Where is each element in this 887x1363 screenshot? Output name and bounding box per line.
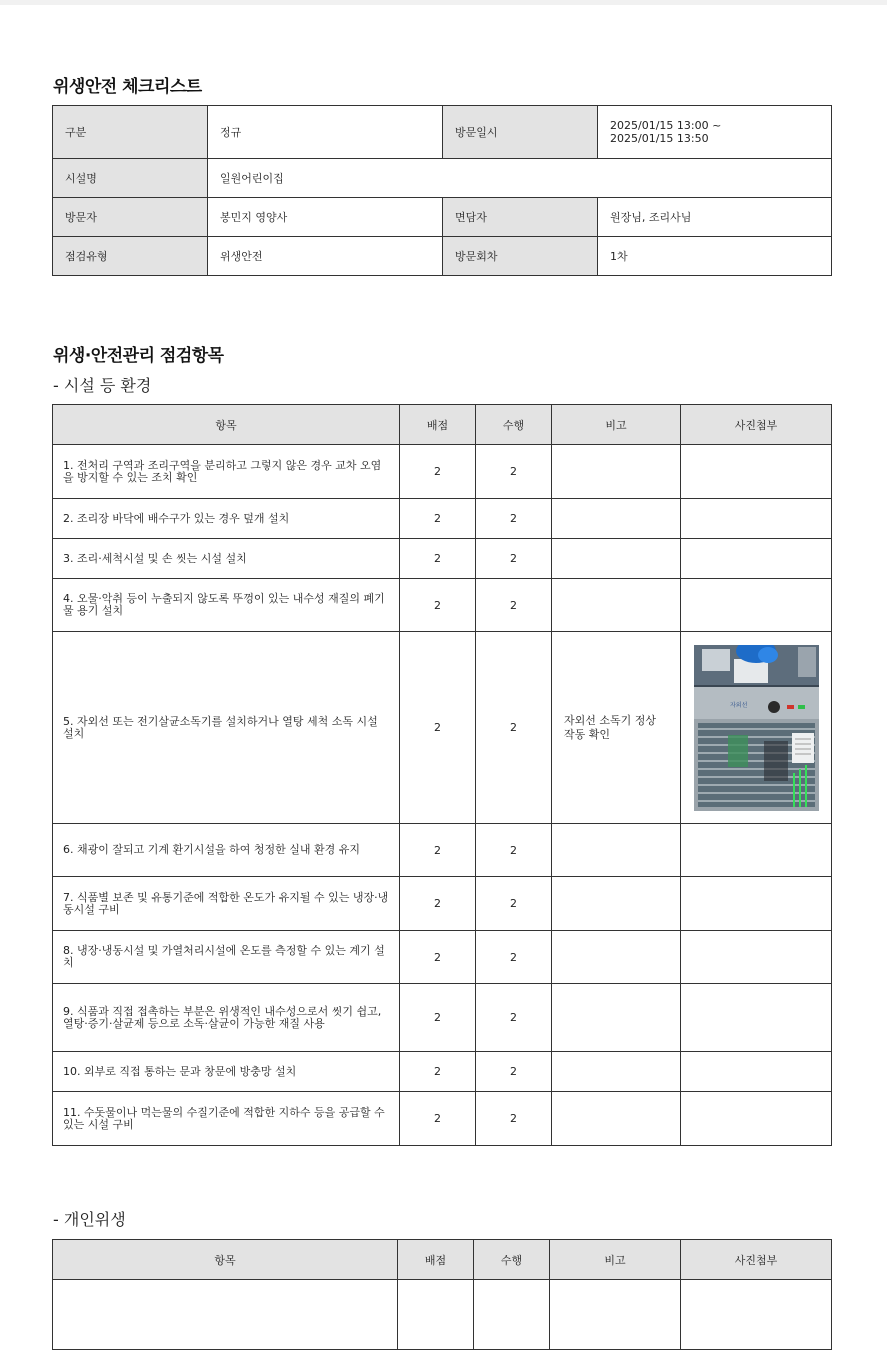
row-item: 4. 오물·악취 등이 누출되지 않도록 뚜껑이 있는 내수성 재질의 폐기물 용기 설치: [53, 579, 400, 632]
info-value-facility: 일원어린이집: [208, 159, 832, 198]
row-photo: [681, 499, 832, 539]
row-item: 8. 냉장·냉동시설 및 가열처리시설에 온도를 측정할 수 있는 계기 설치: [53, 931, 400, 984]
row-done: 2: [476, 539, 552, 579]
row-note: [552, 445, 681, 499]
info-label-visit-count: 방문회차: [443, 237, 598, 276]
personal-checklist-table: [52, 1239, 832, 1350]
row-note: [552, 824, 681, 877]
header-photo: 사진첨부: [681, 1240, 832, 1280]
top-bar: [0, 0, 887, 5]
personal-section-title: - 개인위생: [53, 1210, 126, 1229]
header-photo: 사진첨부: [681, 405, 832, 445]
row-score: 2: [400, 499, 476, 539]
row-photo: [681, 445, 832, 499]
info-table: [52, 105, 832, 276]
row-score: 2: [400, 877, 476, 931]
row-done: 2: [476, 499, 552, 539]
row-score: 2: [400, 1092, 476, 1146]
row-score: 2: [400, 445, 476, 499]
info-label-visit-datetime: 방문일시: [443, 106, 598, 159]
table-row: [53, 632, 832, 824]
table-row: [53, 984, 832, 1052]
facility-section-title: - 시설 등 환경: [53, 376, 152, 395]
facility-checklist-table: [52, 404, 832, 1146]
info-value-visitor: 봉민지 영양사: [208, 198, 443, 237]
row-photo: [681, 539, 832, 579]
row-done: 2: [476, 824, 552, 877]
row-item: 5. 자외선 또는 전기살균소독기를 설치하거나 열탕 세척 소독 시설 설치: [53, 632, 400, 824]
table-row: [53, 499, 832, 539]
table-row: [53, 824, 832, 877]
section-title: 위생·안전관리 점검항목: [53, 346, 224, 366]
row-done: 2: [476, 931, 552, 984]
table-row: [53, 1092, 832, 1146]
row-score: [398, 1280, 474, 1350]
row-note: 자외선 소독기 정상 작동 확인: [552, 632, 681, 824]
visit-start: 2025/01/15 13:00 ~: [610, 119, 722, 132]
table-row: [53, 1280, 832, 1350]
row-score: 2: [400, 579, 476, 632]
row-photo: [681, 632, 832, 824]
row-note: [550, 1280, 681, 1350]
row-done: [474, 1280, 550, 1350]
row-photo: [681, 1092, 832, 1146]
svg-text:자외선: 자외선: [729, 701, 747, 709]
info-value-visit-count: 1차: [598, 237, 832, 276]
row-note: [552, 931, 681, 984]
row-note: [552, 1092, 681, 1146]
row-note: [552, 579, 681, 632]
table-row: [53, 579, 832, 632]
row-note: [552, 1052, 681, 1092]
row-item: 6. 채광이 잘되고 기계 환기시설을 하여 청정한 실내 환경 유지: [53, 824, 400, 877]
info-label-category: 구분: [53, 106, 208, 159]
table-row: [53, 445, 832, 499]
row-done: 2: [476, 579, 552, 632]
info-value-visit-datetime: [598, 106, 832, 159]
header-item: 항목: [53, 405, 400, 445]
row-item: 9. 식품과 직접 접촉하는 부분은 위생적인 내수성으로서 씻기 쉽고, 열탕·증기·살균제 등으로 소독·살균이 가능한 재질 사용: [53, 984, 400, 1052]
row-score: 2: [400, 824, 476, 877]
info-label-interviewee: 면담자: [443, 198, 598, 237]
header-score: 배점: [400, 405, 476, 445]
info-label-facility: 시설명: [53, 159, 208, 198]
row-done: 2: [476, 877, 552, 931]
row-done: 2: [476, 1052, 552, 1092]
page-title: 위생안전 체크리스트: [53, 77, 202, 97]
info-label-inspection-type: 점검유형: [53, 237, 208, 276]
header-note: 비고: [552, 405, 681, 445]
row-done: 2: [476, 632, 552, 824]
row-done: 2: [476, 1092, 552, 1146]
row-photo: [681, 1052, 832, 1092]
row-item: 7. 식품별 보존 및 유통기준에 적합한 온도가 유지될 수 있는 냉장·냉동시설 구비: [53, 877, 400, 931]
table-row: [53, 931, 832, 984]
row-item: 11. 수돗물이나 먹는물의 수질기준에 적합한 지하수 등을 공급할 수 있는 시설 구비: [53, 1092, 400, 1146]
header-note: 비고: [550, 1240, 681, 1280]
header-item: 항목: [53, 1240, 398, 1280]
header-score: 배점: [398, 1240, 474, 1280]
table-row: [53, 539, 832, 579]
row-note: [552, 539, 681, 579]
row-done: 2: [476, 984, 552, 1052]
row-done: 2: [476, 445, 552, 499]
table-row: [53, 877, 832, 931]
row-item: 3. 조리·세척시설 및 손 씻는 시설 설치: [53, 539, 400, 579]
row-photo: [681, 984, 832, 1052]
row-score: 2: [400, 984, 476, 1052]
sterilizer-photo[interactable]: [694, 645, 819, 811]
header-done: 수행: [476, 405, 552, 445]
row-photo: [681, 931, 832, 984]
table-row: [53, 1052, 832, 1092]
row-note: [552, 877, 681, 931]
info-value-inspection-type: 위생안전: [208, 237, 443, 276]
row-note: [552, 984, 681, 1052]
row-item: 1. 전처리 구역과 조리구역을 분리하고 그렇지 않은 경우 교차 오염을 방지할 수 있는 조치 확인: [53, 445, 400, 499]
row-item: [53, 1280, 398, 1350]
visit-end: 2025/01/15 13:50: [610, 132, 709, 145]
row-photo: [681, 579, 832, 632]
row-score: 2: [400, 632, 476, 824]
row-item: 10. 외부로 직접 통하는 문과 창문에 방충망 설치: [53, 1052, 400, 1092]
row-item: 2. 조리장 바닥에 배수구가 있는 경우 덮개 설치: [53, 499, 400, 539]
info-value-interviewee: 원장님, 조리사님: [598, 198, 832, 237]
row-photo: [681, 824, 832, 877]
row-score: 2: [400, 539, 476, 579]
info-label-visitor: 방문자: [53, 198, 208, 237]
row-photo: [681, 1280, 832, 1350]
info-value-category: 정규: [208, 106, 443, 159]
row-score: 2: [400, 1052, 476, 1092]
row-photo: [681, 877, 832, 931]
header-done: 수행: [474, 1240, 550, 1280]
row-note: [552, 499, 681, 539]
row-score: 2: [400, 931, 476, 984]
